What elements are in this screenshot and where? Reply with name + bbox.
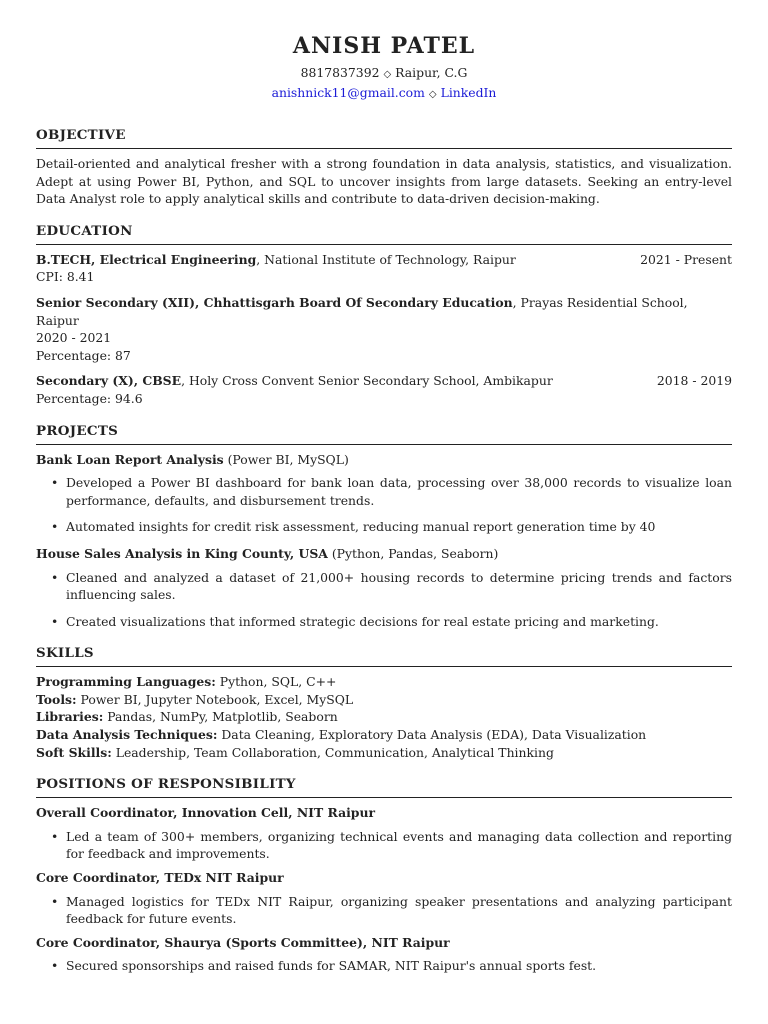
resume-header (36, 32, 732, 104)
education-detail: Percentage: 94.6 (36, 390, 143, 406)
education-dates: 2020 - 2021 (36, 330, 112, 346)
skill-value: Pandas, NumPy, Matplotlib, Seaborn (103, 709, 338, 725)
skill-label: Tools: (36, 691, 77, 707)
position-role: Overall Coordinator, Innovation Cell, NIT Raipur (36, 805, 376, 821)
skill-line (36, 744, 732, 762)
degree: Secondary (X), CBSE (36, 373, 182, 389)
candidate-name: ANISH PATEL (292, 33, 476, 59)
project-name: House Sales Analysis in King County, USA (36, 545, 328, 561)
skill-value: Data Cleaning, Exploratory Data Analysis (EDA), Data Visualization (217, 727, 647, 743)
skill-value: Leadership, Team Collaboration, Communication, Analytical Thinking (111, 744, 554, 760)
project-name: Bank Loan Report Analysis (36, 451, 224, 467)
position-entry (36, 934, 732, 975)
skill-value: Power BI, Jupyter Notebook, Excel, MySQL (76, 691, 354, 707)
bullet-item: • Secured sponsorships and raised funds for SAMAR, NIT Raipur's annual sports fest. (66, 957, 732, 975)
diamond-separator-icon: ◇ (428, 89, 437, 100)
education-entry (36, 294, 732, 364)
degree: B.TECH, Electrical Engineering (36, 251, 257, 267)
institution: , Holy Cross Convent Senior Secondary School, Ambikapur (181, 373, 553, 389)
section-heading: PROJECTS (36, 422, 732, 445)
project-tools: (Python, Pandas, Seaborn) (327, 545, 499, 561)
education-detail: Percentage: 87 (36, 347, 131, 363)
skill-line (36, 673, 732, 691)
bullet-item: • Cleaned and analyzed a dataset of 21,000+ housing records to determine pricing trends and factors influencing sales. (66, 569, 732, 604)
position-entry (36, 804, 732, 863)
education-entry (36, 372, 732, 407)
education-section (36, 222, 732, 408)
contact-line-1 (36, 64, 732, 84)
project-entry (36, 545, 732, 630)
skill-value: Python, SQL, C++ (215, 674, 337, 690)
position-bullets (36, 957, 732, 975)
section-heading: EDUCATION (36, 222, 732, 245)
diamond-separator-icon: ◇ (383, 69, 392, 80)
bullet-item: • Developed a Power BI dashboard for bank loan data, processing over 38,000 records to visualize loan performance, defaults, and disbursement trends. (66, 474, 732, 509)
project-tools: (Power BI, MySQL) (223, 451, 349, 467)
skill-label: Programming Languages: (36, 674, 216, 690)
skill-label: Data Analysis Techniques: (36, 727, 218, 743)
bullet-item: • Created visualizations that informed strategic decisions for real estate pricing and marketing. (66, 613, 732, 631)
education-dates: 2018 - 2019 (656, 373, 732, 389)
contact-line-2 (36, 84, 732, 104)
project-bullets (36, 569, 732, 631)
project-entry (36, 451, 732, 536)
skill-label: Libraries: (36, 709, 104, 725)
skill-line (36, 691, 732, 709)
education-entry (36, 251, 732, 286)
linkedin-link[interactable]: LinkedIn (440, 85, 497, 100)
positions-section (36, 775, 732, 975)
education-detail: CPI: 8.41 (36, 269, 95, 285)
objective-text: Detail-oriented and analytical fresher with a strong foundation in data analysis, statistics, and visualization. Adept at using Power BI, Python, and SQL to uncover insights from large datasets. Seeking an entry-level Data Analyst role to apply analytical skills and contribute to data-driven decision-making. (36, 156, 732, 207)
position-bullets (36, 893, 732, 928)
section-heading: SKILLS (36, 644, 732, 667)
section-heading: OBJECTIVE (36, 126, 732, 149)
location: Raipur, C.G (395, 65, 468, 80)
position-role: Core Coordinator, Shaurya (Sports Committee), NIT Raipur (36, 934, 450, 950)
education-dates: 2021 - Present (640, 251, 732, 267)
project-bullets (36, 474, 732, 536)
skills-section (36, 644, 732, 761)
section-heading: POSITIONS OF RESPONSIBILITY (36, 775, 732, 798)
bullet-item: • Led a team of 300+ members, organizing technical events and managing data collection and reporting for feedback and improvements. (66, 828, 732, 863)
email-link[interactable]: anishnick11@gmail.com (271, 85, 425, 100)
degree: Senior Secondary (XII), Chhattisgarh Board Of Secondary Education (36, 294, 513, 310)
position-role: Core Coordinator, TEDx NIT Raipur (36, 870, 284, 886)
institution: , National Institute of Technology, Raipur (256, 251, 516, 267)
institution: , Prayas Residential School, Raipur (36, 294, 688, 328)
projects-section (36, 422, 732, 631)
objective-section (36, 126, 732, 208)
phone-number: 8817837392 (300, 65, 380, 80)
bullet-item: • Automated insights for credit risk assessment, reducing manual report generation time by 40 (66, 518, 732, 536)
skill-label: Soft Skills: (36, 744, 112, 760)
skill-line (36, 708, 732, 726)
position-entry (36, 869, 732, 928)
position-bullets (36, 828, 732, 863)
skill-line (36, 726, 732, 744)
resume-page (36, 32, 732, 981)
bullet-item: • Managed logistics for TEDx NIT Raipur, organizing speaker presentations and analyzing participant feedback for future events. (66, 893, 732, 928)
